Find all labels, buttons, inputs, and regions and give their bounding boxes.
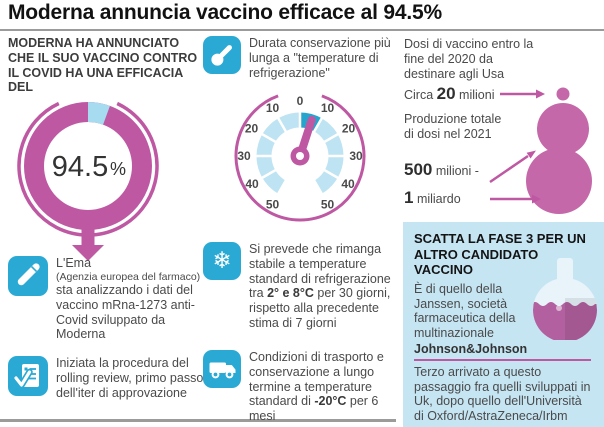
flask-base-mask xyxy=(530,340,600,344)
gauge-label-right-50: 50 xyxy=(320,197,335,212)
phase3-body: È di quello della Janssen, società farmaceutica della multinazionale xyxy=(414,281,516,341)
bubble-1-billion xyxy=(526,148,592,214)
title-divider xyxy=(0,29,604,31)
gauge-label-right-10: 10 xyxy=(320,101,335,115)
transport-post: per 6 mesi xyxy=(249,394,379,423)
ema-text xyxy=(56,256,206,342)
ema-rest: sta analizzando i dati del vaccino mRna-1273 anti-Covid sviluppato da Moderna xyxy=(56,283,195,342)
test-tube-glyph xyxy=(8,256,48,296)
checklist-glyph xyxy=(8,356,48,396)
donut-value: 94.5 xyxy=(51,151,109,183)
gauge-label-0: 0 xyxy=(296,94,304,108)
production-suffix-500: milioni - xyxy=(432,164,479,178)
test-tube-icon xyxy=(8,256,48,296)
storage-text: Durata conservazione più lunga a "temperature di refrigerazione" xyxy=(249,36,391,80)
gauge-label-left-40: 40 xyxy=(245,177,259,191)
gauge-label-right-20: 20 xyxy=(341,121,356,136)
truck-glyph xyxy=(203,350,241,388)
bubble-500-million xyxy=(537,103,589,155)
dose-bubbles-chart xyxy=(460,60,604,222)
stability-post: per 30 giorni, rispetto alla precedente stima di 7 giorni xyxy=(249,286,391,330)
ema-item xyxy=(8,256,206,342)
thermometer-icon xyxy=(203,36,241,74)
down-arrow-stem xyxy=(82,226,95,247)
production-suffix-1: miliardo xyxy=(413,192,461,206)
stability-pre: Si prevede che rimanga stabile a temperature standard di refrigerazione tra xyxy=(249,242,391,301)
stability-text xyxy=(249,242,404,331)
thermometer-glyph xyxy=(203,36,241,74)
production-stat-1b xyxy=(404,188,461,208)
production-value-1: 1 xyxy=(404,188,414,207)
production-value-500: 500 xyxy=(404,160,433,179)
transport-pre: Condizioni di trasporto e conservazione a lungo termine a temperature standard di xyxy=(249,350,384,409)
snowflake-glyph: ❄ xyxy=(212,248,232,274)
dose-bubbles xyxy=(526,88,592,215)
efficacy-donut-chart xyxy=(8,88,184,264)
stability-item xyxy=(203,242,404,331)
gauge-label-left-10: 10 xyxy=(265,101,280,115)
left-column-heading: MODERNA HA ANNUNCIATO CHE IL SUO VACCINO CONTRO IL COVID HA UNA EFFICACIA DEL xyxy=(8,36,198,95)
page-title: Moderna annuncia vaccino efficace al 94.5% xyxy=(8,1,442,24)
truck-icon xyxy=(203,350,241,388)
ema-line1: L'Ema xyxy=(56,256,92,270)
doses-2020-value: 20 xyxy=(436,84,456,103)
phase3-title: SCATTA LA FASE 3 PER UN ALTRO CANDIDATO VACCINO xyxy=(414,231,586,278)
gauge-label-left-20: 20 xyxy=(244,121,259,136)
phase3-company: Johnson&Johnson xyxy=(414,341,528,356)
gauge-label-left-30: 30 xyxy=(237,149,251,163)
phase3-footer: Terzo arrivato a questo passaggio fra quelli sviluppati in Uk, dopo quello dell'Università di Oxford/AstraZeneca/Irbm xyxy=(414,364,591,424)
temperature-gauge xyxy=(210,84,390,234)
gauge-label-right-40: 40 xyxy=(341,177,355,191)
gauge-hub-center xyxy=(296,152,304,160)
phase3-divider xyxy=(414,359,591,361)
transport-text xyxy=(249,350,404,424)
flask-icon xyxy=(530,258,600,344)
gauge-label-right-30: 30 xyxy=(349,149,363,163)
bubble-20-million xyxy=(557,88,570,101)
donut-ring-remainder xyxy=(88,112,107,115)
stability-temp-range: 2° e 8°C xyxy=(267,286,314,301)
donut-percent-sign: % xyxy=(110,159,127,179)
phase3-box xyxy=(403,222,604,427)
checklist-icon xyxy=(8,356,48,396)
ema-line2: (Agenzia europea del farmaco) xyxy=(56,270,201,283)
transport-temp: -20°C xyxy=(314,394,347,409)
doses-2020-suffix: milioni xyxy=(455,88,495,102)
rolling-review-text: Iniziata la procedura del rolling review, primo passo dell'iter di approvazione xyxy=(56,356,204,400)
snowflake-icon xyxy=(203,242,241,280)
rolling-review-item xyxy=(8,356,206,400)
storage-item xyxy=(203,36,401,80)
transport-item xyxy=(203,350,404,424)
production-2021-text: Produzione totale di dosi nel 2021 xyxy=(404,112,502,141)
doses-2020-prefix: Circa xyxy=(404,88,437,102)
donut-center-value xyxy=(52,151,108,183)
doses-2020-text: Dosi di vaccino entro la fine del 2020 da destinare agli Usa xyxy=(404,37,534,81)
gauge-label-left-50: 50 xyxy=(265,197,280,212)
